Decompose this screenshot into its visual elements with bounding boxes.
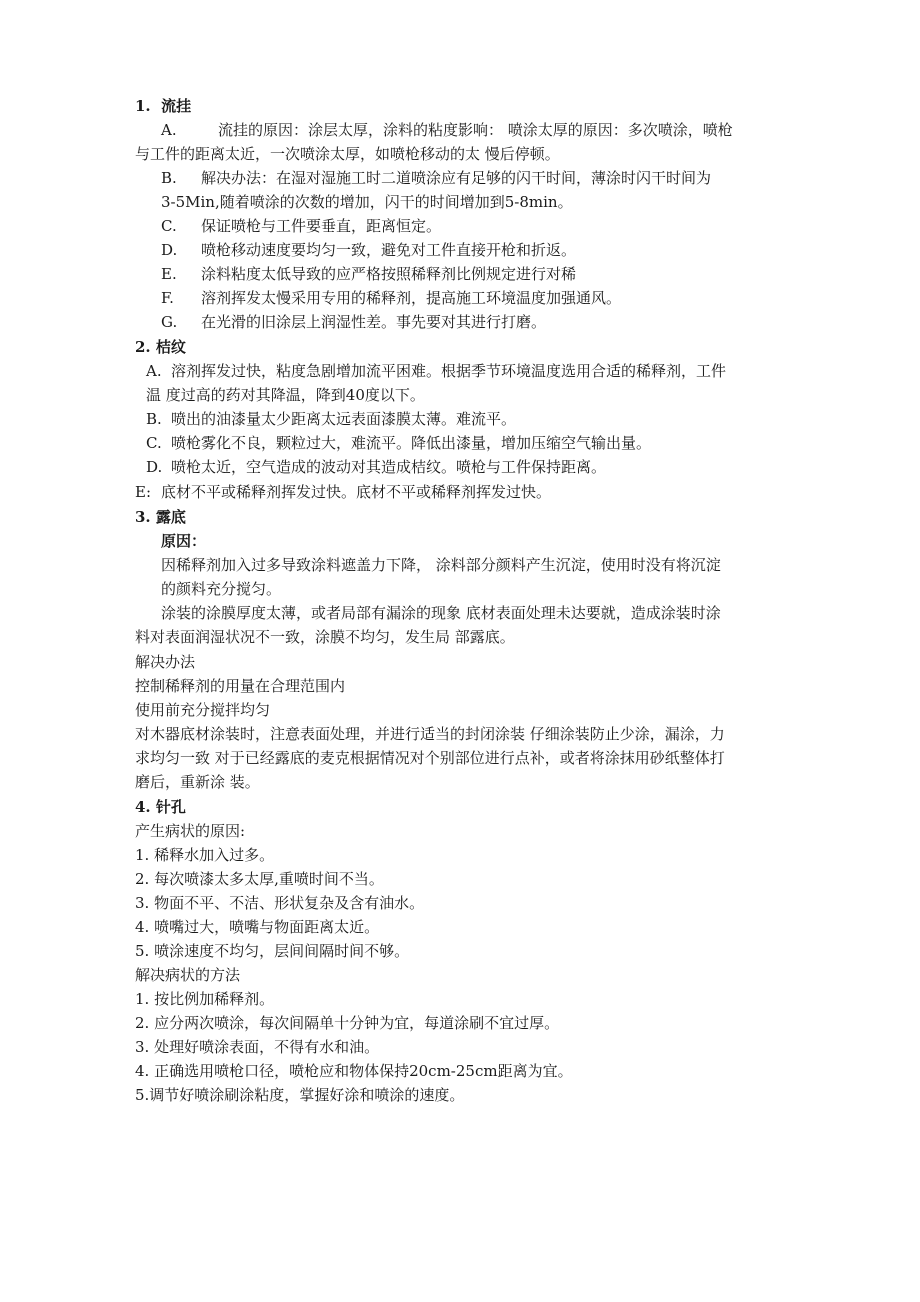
list-item: 4. 正确选用喷枪口径，喷枪应和物体保持20cm-25cm距离为宜。 <box>135 1062 573 1080</box>
list-item-marker: D. <box>161 241 178 259</box>
list-item-marker: B. <box>161 169 177 187</box>
list-item: 1. 稀释水加入过多。 <box>135 846 275 864</box>
section-3-heading <box>135 507 186 527</box>
section-title: 桔纹 <box>155 338 186 356</box>
cause-label: 原因： <box>161 532 207 550</box>
list-item: 2. 每次喷漆太多太厚,重喷时间不当。 <box>135 870 384 888</box>
list-item: 1. 按比例加稀释剂。 <box>135 990 275 1008</box>
paragraph-line: 对木器底材涂装时，注意表面处理，并进行适当的封闭涂装 仔细涂装防止少涂，漏涂，力 <box>135 725 725 743</box>
paragraph-line: 磨后，重新涂 装。 <box>135 773 260 791</box>
list-item-text: 底材不平或稀释剂挥发过快。底材不平或稀释剂挥发过快。 <box>161 483 552 501</box>
paragraph-line: 求均匀一致 对于已经露底的麦克根据情况对个别部位进行点补，或者将涂抹用砂纸整体打 <box>135 749 725 767</box>
list-item: 3. 物面不平、不洁、形状复杂及含有油水。 <box>135 894 425 912</box>
list-item-marker: B. <box>146 410 162 428</box>
list-item-text: 在光滑的旧涂层上润湿性差。事先要对其进行打磨。 <box>201 313 547 331</box>
paragraph-line: 因稀释剂加入过多导致涂料遮盖力下降， 涂料部分颜料产生沉淀，使用时没有将沉淀 <box>161 556 721 574</box>
paragraph-line: 涂装的涂膜厚度太薄，或者局部有漏涂的现象 底材表面处理未达要就，造成涂装时涂 <box>161 604 721 622</box>
list-item-marker: F. <box>161 289 174 307</box>
list-item-marker: G. <box>161 313 178 331</box>
list-item-marker: A. <box>161 121 177 139</box>
list-item: 2. 应分两次喷涂，每次间隔单十分钟为宜，每道涂刷不宜过厚。 <box>135 1014 560 1032</box>
paragraph-line: 料对表面润湿状况不一致，涂膜不均匀，发生局 部露底。 <box>135 628 515 646</box>
list-item-text: 3-5Min,随着喷涂的次数的增加，闪干的时间增加到5-8min。 <box>161 193 573 211</box>
section-number: 4. <box>135 798 151 816</box>
section-title: 露底 <box>155 508 186 526</box>
list-item-text: 喷枪太近，空气造成的波动对其造成桔纹。喷枪与工件保持距离。 <box>171 458 607 476</box>
section-2-heading <box>135 337 186 357</box>
list-item-text: 溶剂挥发太慢采用专用的稀释剂，提高施工环境温度加强通风。 <box>201 289 622 307</box>
section-4-heading <box>135 797 186 817</box>
section-number: 2. <box>135 338 151 356</box>
solution-label: 解决病状的方法 <box>135 966 241 984</box>
list-item-text: 涂料粘度太低导致的应严格按照稀释剂比例规定进行对稀 <box>201 265 577 283</box>
paragraph-line: 的颜料充分搅匀。 <box>161 580 282 598</box>
list-item-text: 解决办法：在湿对湿施工时二道喷涂应有足够的闪干时间，薄涂时闪干时间为 <box>201 169 712 187</box>
list-item-text: 溶剂挥发过快，粘度急剧增加流平困难。根据季节环境温度选用合适的稀释剂，工件 <box>171 362 727 380</box>
solution-label: 解决办法 <box>135 653 196 671</box>
list-item-marker: A. <box>146 362 162 380</box>
list-item-marker: E: <box>135 483 152 501</box>
list-item-text: 保证喷枪与工件要垂直，距离恒定。 <box>201 217 442 235</box>
list-item-text: 与工件的距离太近，一次喷涂太厚，如喷枪移动的太 慢后停顿。 <box>135 145 560 163</box>
section-number: 1. <box>135 97 151 115</box>
list-item-text: 喷出的油漆量太少距离太远表面漆膜太薄。难流平。 <box>171 410 517 428</box>
list-item-marker: C. <box>146 434 162 452</box>
list-item: 5.调节好喷涂刷涂粘度，掌握好涂和喷涂的速度。 <box>135 1086 465 1104</box>
paragraph-line: 控制稀释剂的用量在合理范围内 <box>135 677 346 695</box>
list-item: 4. 喷嘴过大，喷嘴与物面距离太近。 <box>135 918 380 936</box>
list-item-text: 温 度过高的药对其降温，降到40度以下。 <box>146 386 425 404</box>
section-title: 流挂 <box>161 97 192 115</box>
list-item-marker: D. <box>146 458 163 476</box>
section-title: 针孔 <box>155 798 186 816</box>
paragraph-line: 使用前充分搅拌均匀 <box>135 701 271 719</box>
list-item-text: 喷枪雾化不良，颗粒过大，难流平。降低出漆量，增加压缩空气输出量。 <box>171 434 652 452</box>
list-item-marker: C. <box>161 217 177 235</box>
list-item: 3. 处理好喷涂表面，不得有水和油。 <box>135 1038 380 1056</box>
list-item-marker: E. <box>161 265 177 283</box>
list-item-text: 喷枪移动速度要均匀一致，避免对工件直接开枪和折返。 <box>201 241 577 259</box>
list-item: 5. 喷涂速度不均匀，层间间隔时间不够。 <box>135 942 410 960</box>
cause-label: 产生病状的原因: <box>135 822 246 840</box>
list-item-text: 流挂的原因：涂层太厚，涂料的粘度影响： 喷涂太厚的原因：多次喷涂，喷枪 <box>218 121 733 139</box>
section-1-heading <box>135 96 191 116</box>
section-number: 3. <box>135 508 151 526</box>
